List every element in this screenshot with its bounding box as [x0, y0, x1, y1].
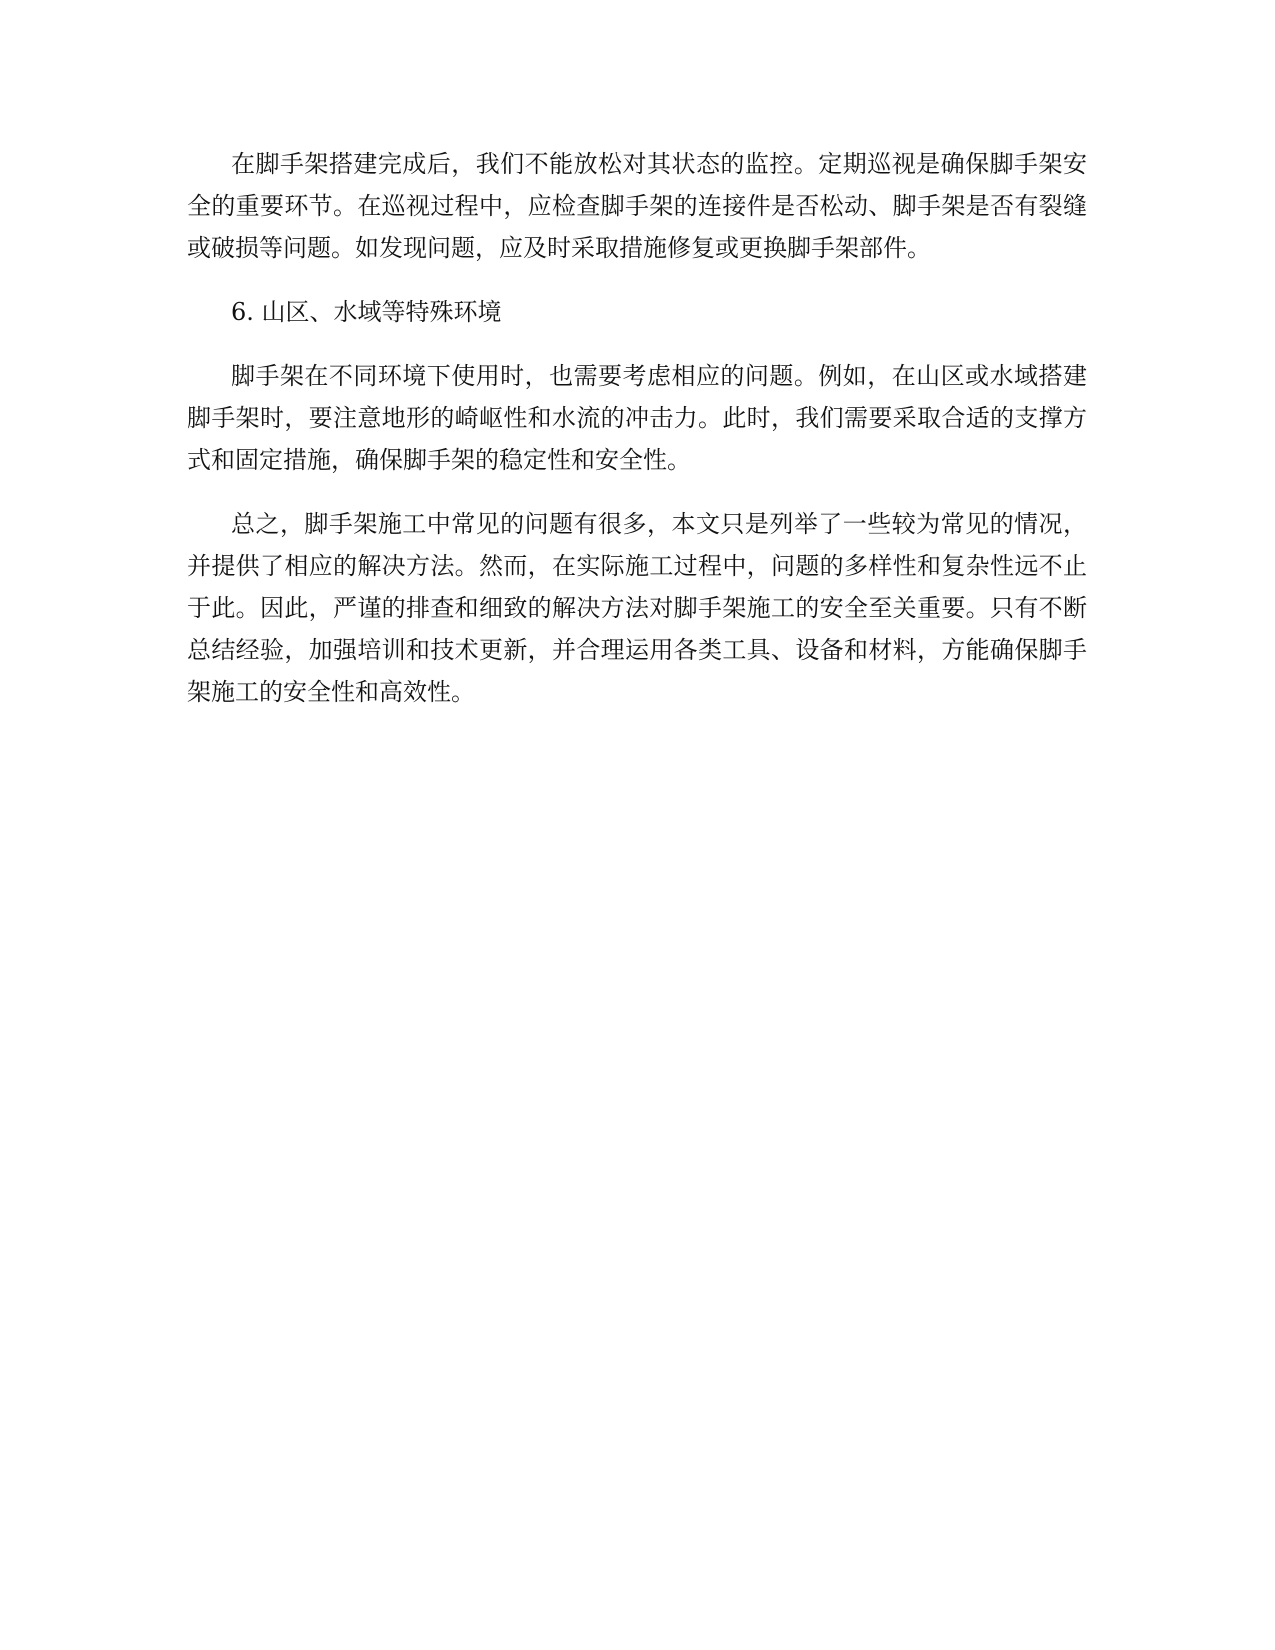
- paragraph-inspection: 在脚手架搭建完成后，我们不能放松对其状态的监控。定期巡视是确保脚手架安全的重要环节。在巡视过程中，应检查脚手架的连接件是否松动、脚手架是否有裂缝或破损等问题。如发现问题，应及时采取措施修复或更换脚手架部件。: [187, 150, 1087, 262]
- section-heading-special-environment: 6. 山区、水域等特殊环境: [231, 298, 502, 326]
- paragraph-conclusion: 总之，脚手架施工中常见的问题有很多，本文只是列举了一些较为常见的情况，并提供了相应的解决方法。然而，在实际施工过程中，问题的多样性和复杂性远不止于此。因此，严谨的排查和细致的解决方法对脚手架施工的安全至关重要。只有不断总结经验，加强培训和技术更新，并合理运用各类工具、设备和材料，方能确保脚手架施工的安全性和高效性。: [187, 510, 1087, 706]
- paragraph-environment: 脚手架在不同环境下使用时，也需要考虑相应的问题。例如，在山区或水域搭建脚手架时，要注意地形的崎岖性和水流的冲击力。此时，我们需要采取合适的支撑方式和固定措施，确保脚手架的稳定性和安全性。: [187, 362, 1087, 474]
- document-body: [187, 143, 1087, 735]
